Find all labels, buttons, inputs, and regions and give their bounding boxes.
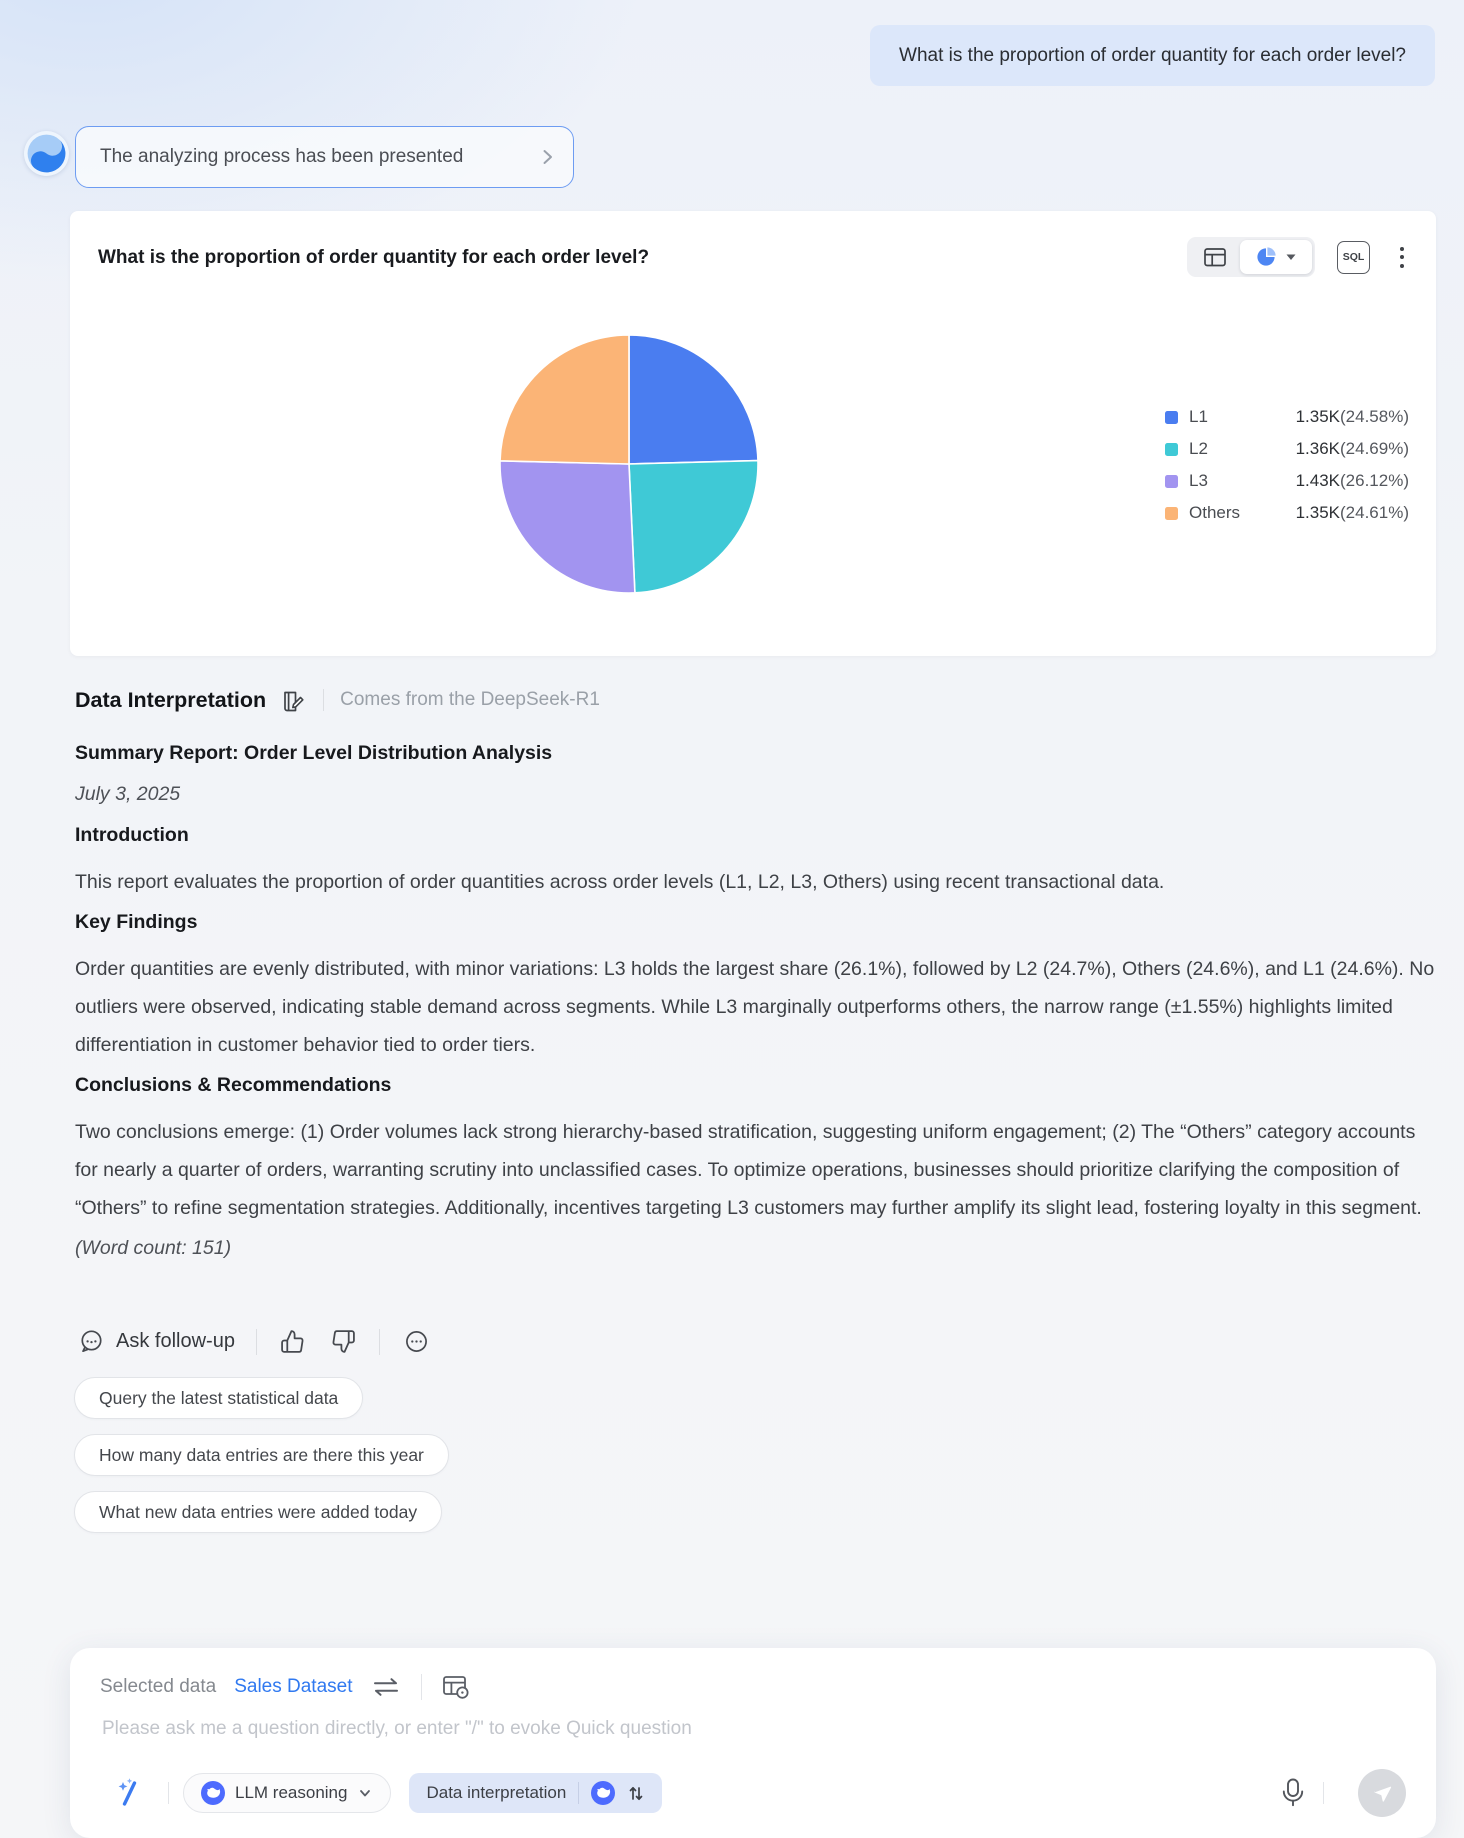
- pie-slice-l3[interactable]: [500, 461, 635, 593]
- llm-reasoning-label: LLM reasoning: [235, 1783, 348, 1802]
- section-body: Two conclusions emerge: (1) Order volumes lack strong hierarchy-based stratification, suggesting uniform engagement; (2) The “Others” category accounts for nearly a quarter of orders, warranting scrutiny into unclassified cases. To optimize operations, businesses should prioritize clarifying the composition of “Others” to refine segmentation strategies. Additionally, incentives targeting L3 customers may further amplify its slight lead, fostering loyalty in this segment.: [75, 1121, 1422, 1219]
- legend-row-l3[interactable]: [1165, 465, 1409, 497]
- data-interpretation-section: [75, 684, 1437, 1276]
- suggestion-chips: [74, 1377, 449, 1533]
- legend-label: L2: [1189, 439, 1208, 458]
- composer-toolbar: [100, 1769, 1406, 1817]
- legend-count: 1.35K: [1295, 407, 1341, 426]
- legend-swatch: [1165, 443, 1178, 456]
- legend-count: 1.43K: [1295, 471, 1341, 490]
- chart-title: What is the proportion of order quantity for each order level?: [98, 247, 650, 268]
- divider: [323, 689, 324, 711]
- data-interpretation-mode[interactable]: [409, 1773, 662, 1813]
- pie-slice-others[interactable]: [500, 335, 629, 464]
- legend-row-others[interactable]: [1165, 497, 1409, 529]
- section-body: Order quantities are evenly distributed, with minor variations: L3 holds the largest share (26.1%), followed by L2 (24.7%), Others (24.6%), and L1 (24.6%). No outliers were observed, indicating stable demand across segments. While L3 marginally outperforms others, the narrow range (±1.55%) highlights limited differentiation in customer behavior tied to order tiers.: [75, 958, 1435, 1056]
- divider: [168, 1782, 169, 1804]
- pie-slice-l1[interactable]: [629, 335, 758, 464]
- legend-swatch: [1165, 411, 1178, 424]
- chevron-down-icon: [1284, 251, 1298, 263]
- suggestion-label: How many data entries are there this year: [99, 1444, 424, 1465]
- analyzing-label: The analyzing process has been presented: [100, 146, 464, 167]
- legend-row-l1[interactable]: [1165, 401, 1409, 433]
- suggestion-chip[interactable]: [74, 1491, 442, 1533]
- analyzing-process-panel[interactable]: [75, 126, 574, 188]
- book-edit-icon[interactable]: [280, 689, 305, 714]
- suggestion-label: Query the latest statistical data: [99, 1387, 339, 1408]
- more-options-button[interactable]: [1394, 242, 1410, 273]
- assistant-avatar: [24, 131, 69, 176]
- sort-arrows-icon: [627, 1783, 645, 1803]
- table-view-button[interactable]: [1190, 240, 1240, 274]
- ellipsis-circle-icon: [403, 1328, 430, 1355]
- selected-data-label: Selected data: [100, 1676, 217, 1697]
- legend-count: 1.36K: [1295, 439, 1341, 458]
- followup-actions: [78, 1326, 432, 1357]
- dataset-link[interactable]: Sales Dataset: [234, 1676, 353, 1697]
- word-count: (Word count: 151): [75, 1237, 232, 1259]
- section-heading: Key Findings: [75, 911, 198, 933]
- thumbs-down-icon: [331, 1329, 356, 1354]
- legend-value: [1296, 471, 1409, 491]
- pie-chart-icon: [1255, 246, 1277, 268]
- thumbs-up-button[interactable]: [278, 1327, 307, 1356]
- interpretation-title: Data Interpretation: [75, 687, 267, 712]
- chevron-down-icon: [357, 1785, 373, 1801]
- legend-percent: (26.12%): [1340, 471, 1409, 490]
- legend-percent: (24.61%): [1340, 503, 1409, 522]
- section-heading: Conclusions & Recommendations: [75, 1074, 392, 1096]
- interpretation-source: Comes from the DeepSeek-R1: [340, 689, 600, 710]
- thumbs-down-button[interactable]: [329, 1327, 358, 1356]
- thumbs-up-icon: [280, 1329, 305, 1354]
- swap-dataset-icon[interactable]: [371, 1676, 401, 1698]
- user-message-text: What is the proportion of order quantity for each order level?: [899, 44, 1406, 66]
- legend-value: [1296, 439, 1409, 459]
- legend-swatch: [1165, 507, 1178, 520]
- divider: [421, 1674, 422, 1700]
- chart-legend: [1165, 401, 1409, 529]
- divider: [379, 1329, 380, 1355]
- pie-slice-l2[interactable]: [629, 461, 758, 593]
- selected-data-row: [100, 1674, 1406, 1700]
- data-interpretation-label: Data interpretation: [426, 1783, 567, 1802]
- sql-label: SQL: [1342, 251, 1365, 263]
- pie-view-button[interactable]: [1240, 240, 1312, 274]
- deepseek-whale-icon: [591, 1781, 615, 1805]
- suggestion-chip[interactable]: [74, 1434, 449, 1476]
- legend-count: 1.35K: [1295, 503, 1341, 522]
- report-date: July 3, 2025: [75, 783, 181, 805]
- more-actions-button[interactable]: [401, 1326, 432, 1357]
- user-message-bubble: [870, 25, 1435, 86]
- sql-button[interactable]: [1337, 241, 1370, 274]
- suggestion-label: What new data entries were added today: [99, 1501, 418, 1522]
- legend-value: [1296, 503, 1409, 523]
- quick-question-wand-icon[interactable]: [114, 1776, 146, 1810]
- divider: [578, 1782, 579, 1804]
- composer-right-actions: [1279, 1769, 1406, 1817]
- legend-label: L1: [1189, 407, 1208, 426]
- legend-percent: (24.58%): [1340, 407, 1409, 426]
- legend-row-l2[interactable]: [1165, 433, 1409, 465]
- legend-swatch: [1165, 475, 1178, 488]
- feedback-buttons: [278, 1327, 358, 1356]
- chart-card: [70, 211, 1436, 656]
- llm-reasoning-selector[interactable]: [183, 1773, 391, 1813]
- legend-value: [1296, 407, 1409, 427]
- question-input[interactable]: [100, 1717, 1200, 1741]
- divider: [1323, 1782, 1324, 1804]
- suggestion-chip[interactable]: [74, 1377, 363, 1419]
- legend-percent: (24.69%): [1340, 439, 1409, 458]
- divider: [256, 1329, 257, 1355]
- send-plane-icon: [1370, 1781, 1394, 1805]
- report-title: Summary Report: Order Level Distribution Analysis: [75, 742, 553, 764]
- send-button[interactable]: [1358, 1769, 1406, 1817]
- table-icon: [1204, 248, 1226, 267]
- microphone-icon[interactable]: [1279, 1777, 1307, 1809]
- chart-toolbar: [1187, 237, 1410, 277]
- ask-followup-label: Ask follow-up: [116, 1330, 235, 1352]
- chat-smiley-icon: [78, 1328, 105, 1355]
- pie-chart: [498, 333, 760, 595]
- section-body: This report evaluates the proportion of order quantities across order levels (L1, L2, L3, Others) using recent transactional data.: [75, 871, 1165, 893]
- chart-type-switcher: [1187, 237, 1315, 277]
- section-heading: Introduction: [75, 824, 189, 846]
- composer: [70, 1648, 1436, 1838]
- legend-label: L3: [1189, 471, 1208, 490]
- deepseek-whale-icon: [201, 1781, 225, 1805]
- dataset-table-icon[interactable]: [442, 1674, 470, 1700]
- chevron-right-icon: [535, 145, 559, 169]
- ask-followup-button[interactable]: [78, 1328, 235, 1355]
- interpretation-header: [75, 684, 1437, 716]
- legend-label: Others: [1189, 503, 1241, 522]
